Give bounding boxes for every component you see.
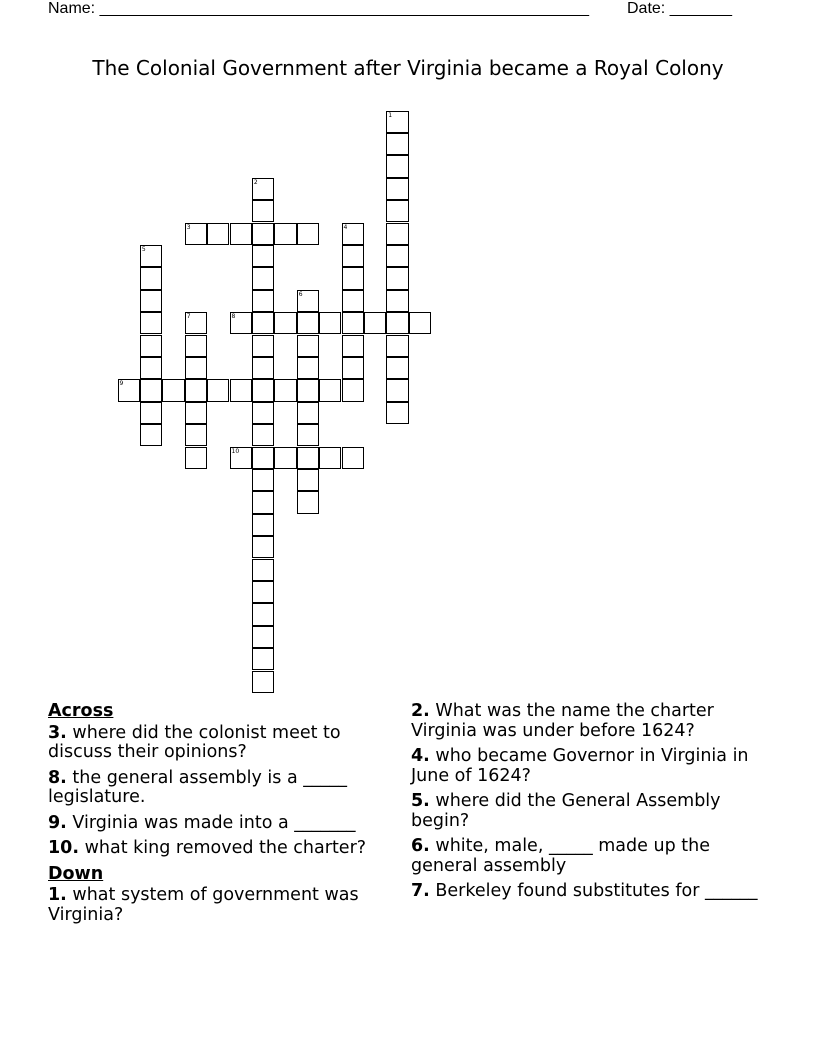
grid-cell[interactable] [319, 379, 341, 401]
grid-cell[interactable] [319, 312, 341, 334]
grid-cell[interactable] [252, 267, 274, 289]
name-line: Name: _______________________________________________________ [48, 0, 589, 17]
grid-cell[interactable] [386, 402, 408, 424]
grid-cell[interactable] [252, 581, 274, 603]
grid-cell[interactable] [342, 223, 364, 245]
clue-across-8 [48, 769, 393, 808]
grid-cell[interactable] [342, 447, 364, 469]
grid-cell[interactable] [230, 379, 252, 401]
cell-number: 8 [231, 313, 236, 321]
grid-cell[interactable] [297, 290, 319, 312]
grid-cell[interactable] [252, 491, 274, 513]
date-line: Date: _______ [627, 0, 732, 17]
cell-number: 6 [298, 290, 303, 298]
clue-number: 1. [48, 885, 67, 905]
grid-cell[interactable] [230, 312, 252, 334]
grid-cell[interactable] [297, 402, 319, 424]
clue-number: 3. [48, 722, 67, 743]
grid-cell[interactable] [297, 335, 319, 357]
grid-cell[interactable] [252, 223, 274, 245]
grid-cell[interactable] [140, 335, 162, 357]
clue-text: who became Governor in Virginia in June of 1624? [411, 746, 749, 786]
grid-cell[interactable] [252, 424, 274, 446]
clue-number: 4. [411, 746, 430, 766]
grid-cell[interactable] [297, 357, 319, 379]
grid-cell[interactable] [342, 290, 364, 312]
clue-text: where did the colonist meet to discuss their opinions? [48, 722, 341, 762]
grid-cell[interactable] [386, 267, 408, 289]
grid-cell[interactable] [386, 111, 408, 133]
clue-text: what king removed the charter? [84, 838, 367, 858]
grid-cell[interactable] [252, 312, 274, 334]
grid-cell[interactable] [252, 559, 274, 581]
grid-cell[interactable] [252, 626, 274, 648]
grid-cell[interactable] [386, 245, 408, 267]
page-title: The Colonial Government after Virginia became a Royal Colony [92, 56, 724, 80]
grid-cell[interactable] [252, 335, 274, 357]
grid-cell[interactable] [185, 335, 207, 357]
grid-cell[interactable] [252, 200, 274, 222]
grid-cell[interactable] [185, 402, 207, 424]
clue-across-10 [48, 839, 393, 859]
grid-cell[interactable] [207, 223, 229, 245]
grid-cell[interactable] [140, 379, 162, 401]
clue-number: 2. [411, 701, 430, 721]
across-heading: Across [48, 701, 114, 721]
grid-cell[interactable] [297, 312, 319, 334]
grid-cell[interactable] [252, 603, 274, 625]
grid-cell[interactable] [319, 447, 341, 469]
cell-number: 2 [253, 178, 258, 186]
clue-across-9 [48, 814, 393, 834]
grid-cell[interactable] [185, 312, 207, 334]
grid-cell[interactable] [252, 245, 274, 267]
grid-cell[interactable] [140, 402, 162, 424]
clue-text: Virginia was made into a _______ [72, 812, 356, 833]
grid-cell[interactable] [185, 357, 207, 379]
clue-text: the general assembly is a _____ legislature. [48, 767, 348, 807]
grid-cell[interactable] [140, 267, 162, 289]
grid-cell[interactable] [185, 424, 207, 446]
grid-cell[interactable] [252, 648, 274, 670]
cell-number: 3 [186, 223, 191, 231]
grid-cell[interactable] [185, 379, 207, 401]
grid-cell[interactable] [274, 379, 296, 401]
grid-cell[interactable] [252, 469, 274, 491]
grid-cell[interactable] [252, 178, 274, 200]
grid-cell[interactable] [386, 155, 408, 177]
grid-cell[interactable] [297, 223, 319, 245]
grid-cell[interactable] [140, 357, 162, 379]
grid-cell[interactable] [409, 312, 431, 334]
clue-text: Berkeley found substitutes for ______ [435, 881, 758, 901]
cell-number: 10 [231, 447, 240, 455]
grid-cell[interactable] [140, 312, 162, 334]
clue-number: 6. [411, 836, 430, 856]
grid-cell[interactable] [386, 312, 408, 334]
grid-cell[interactable] [252, 357, 274, 379]
clue-number: 10. [48, 838, 80, 858]
grid-cell[interactable] [185, 223, 207, 245]
grid-cell[interactable] [342, 335, 364, 357]
grid-cell[interactable] [252, 514, 274, 536]
clue-down-6 [411, 837, 761, 876]
grid-cell[interactable] [386, 200, 408, 222]
clue-text: where did the General Assembly begin? [411, 791, 721, 831]
grid-cell[interactable] [342, 379, 364, 401]
grid-cell[interactable] [207, 379, 229, 401]
grid-cell[interactable] [230, 447, 252, 469]
clue-number: 5. [411, 791, 430, 811]
clue-down-4 [411, 747, 761, 786]
grid-cell[interactable] [386, 357, 408, 379]
grid-cell[interactable] [386, 223, 408, 245]
grid-cell[interactable] [140, 245, 162, 267]
cell-number: 7 [186, 313, 191, 321]
grid-cell[interactable] [386, 379, 408, 401]
clue-number: 7. [411, 881, 430, 901]
grid-cell[interactable] [386, 290, 408, 312]
clue-number: 9. [48, 812, 67, 833]
cell-number: 4 [343, 223, 348, 231]
grid-cell[interactable] [252, 290, 274, 312]
grid-cell[interactable] [230, 223, 252, 245]
grid-cell[interactable] [297, 424, 319, 446]
grid-cell[interactable] [252, 447, 274, 469]
grid-cell[interactable] [342, 245, 364, 267]
clue-across-3 [48, 724, 393, 763]
clue-text: white, male, _____ made up the general assembly [411, 836, 710, 876]
grid-cell[interactable] [252, 536, 274, 558]
grid-cell[interactable] [274, 312, 296, 334]
grid-cell[interactable] [140, 424, 162, 446]
clue-down-7 [411, 882, 761, 902]
clue-number: 8. [48, 767, 67, 788]
grid-cell[interactable] [252, 402, 274, 424]
clues-left-column [48, 702, 393, 931]
clues-right-column [411, 702, 761, 908]
grid-cell[interactable] [386, 178, 408, 200]
grid-cell[interactable] [342, 312, 364, 334]
grid-cell[interactable] [118, 379, 140, 401]
grid-cell[interactable] [297, 379, 319, 401]
grid-cell[interactable] [274, 447, 296, 469]
cell-number: 9 [119, 380, 124, 388]
grid-cell[interactable] [140, 290, 162, 312]
clue-down-2 [411, 702, 761, 741]
grid-cell[interactable] [342, 267, 364, 289]
cell-number: 5 [141, 245, 146, 253]
down-heading: Down [48, 863, 104, 884]
grid-cell[interactable] [342, 357, 364, 379]
cell-number: 1 [388, 111, 393, 119]
grid-cell[interactable] [297, 491, 319, 513]
grid-cell[interactable] [386, 133, 408, 155]
clue-text: what system of government was Virginia? [48, 885, 359, 925]
clue-down-1 [48, 886, 393, 925]
grid-cell[interactable] [297, 469, 319, 491]
grid-cell[interactable] [297, 447, 319, 469]
clue-down-5 [411, 792, 761, 831]
grid-cell[interactable] [386, 335, 408, 357]
grid-cell[interactable] [364, 312, 386, 334]
grid-cell[interactable] [252, 379, 274, 401]
grid-cell[interactable] [252, 671, 274, 693]
grid-cell[interactable] [274, 223, 296, 245]
grid-cell[interactable] [185, 447, 207, 469]
grid-cell[interactable] [162, 379, 184, 401]
clue-text: What was the name the charter Virginia was under before 1624? [411, 701, 714, 741]
